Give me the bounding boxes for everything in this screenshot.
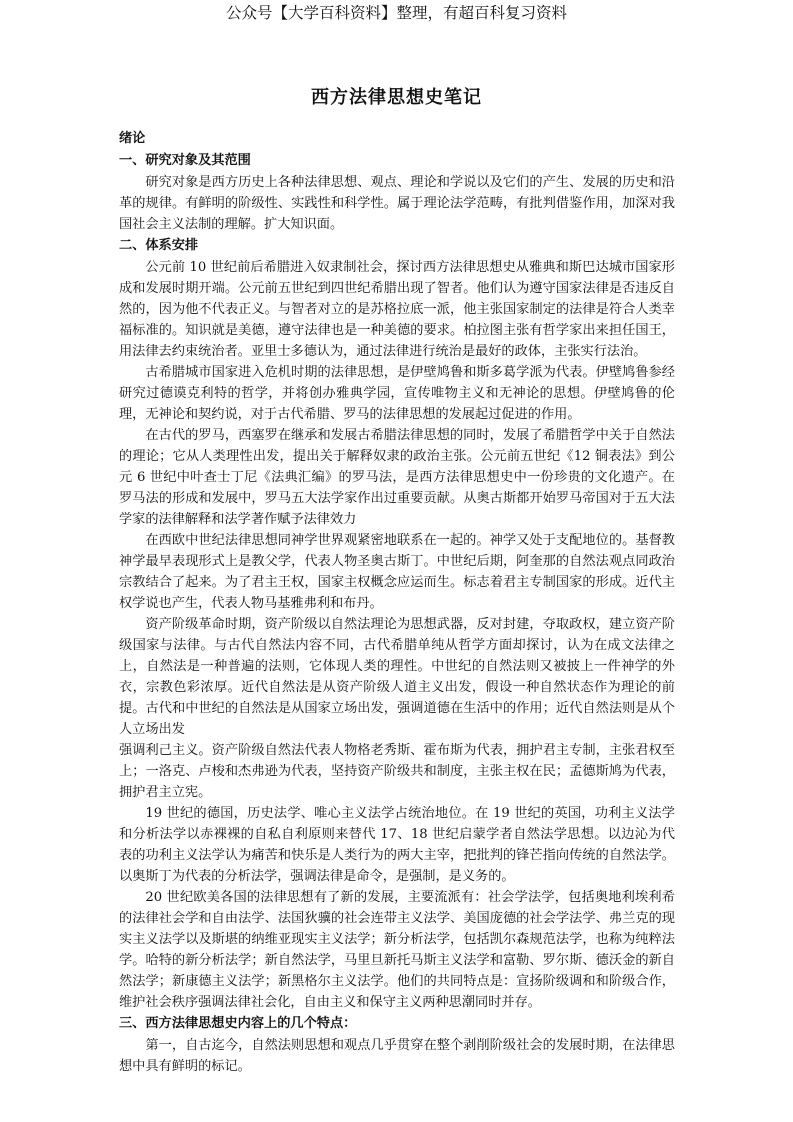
document-body bbox=[119, 128, 675, 1077]
paragraph: 在古代的罗马，西塞罗在继承和发展古希腊法律思想的同时，发展了希腊哲学中关于自然法的理论；它从人类理性出发，提出关于解释奴隶的政治主张。公元前五世纪《12 铜表法》到公元 6 世纪中叶查士丁尼《法典汇编》的罗马法，是西方法律思想史中一份珍贵的文化遗产。在罗马法的形成和发展中，罗马五大法学家作出过重要贡献。从奥古斯都开始罗马帝国对于五大法学家的法律解释和法学著作赋予法律效力 bbox=[119, 428, 675, 527]
paragraph: 在西欧中世纪法律思想同神学世界观紧密地联系在一起的。神学又处于支配地位的。基督教神学最早表现形式上是教父学，代表人物圣奥古斯丁。中世纪后期，阿奎那的自然法观点同政治宗教结合了起来。为了君主王权，国家主权概念应运而生。标志着君主专制国家的形成。近代主权学说也产生，代表人物马基雅弗利和布丹。 bbox=[119, 533, 675, 611]
paragraph: 第一，自古迄今，自然法则思想和观点几乎贯穿在整个剥削阶级社会的发展时期，在法律思想中具有鲜明的标记。 bbox=[119, 1038, 675, 1074]
document-title: 西方法律思想史笔记 bbox=[311, 87, 482, 108]
page-header: 公众号【大学百科资料】整理，有超百科复习资料 bbox=[225, 4, 567, 22]
paragraph: 19 世纪的德国，历史法学、唯心主义法学占统治地位。在 19 世纪的英国，功利主义法学和分析法学以赤裸裸的自私自利原则来替代 17、18 世纪启蒙学者自然法学思想。以边沁为代表的功利主义法学认为痛苦和快乐是人类行为的两大主宰，把批判的锋芒指向传统的自然法学。以奥斯丁为代表的分析法学，强调法律是命令，是强制，是义务的。 bbox=[119, 806, 675, 884]
section-heading: 二、体系安排 bbox=[119, 238, 199, 253]
section-heading: 一、研究对象及其范围 bbox=[119, 153, 251, 168]
paragraph: 资产阶级革命时期，资产阶级以自然法理论为思想武器，反对封建，夺取政权，建立资产阶级国家与法律。与古代自然法内容不同，古代希腊单纯从哲学方面却探讨，认为在成文法律之上，自然法是一种普遍的法则，它体现人类的理性。中世纪的自然法则又被披上一件神学的外衣，宗教色彩浓厚。近代自然法是从资产阶级人道主义出发，假设一种自然状态作为理论的前提。古代和中世纪的自然法是从国家立场出发，强调道德在生活中的作用；近代自然法则是从个人立场出发 bbox=[119, 617, 675, 737]
paragraph: 20 世纪欧美各国的法律思想有了新的发展，主要流派有：社会学法学，包括奥地利埃利希的法律社会学和自由法学、法国狄骥的社会连带主义法学、美国庞德的社会学法学、弗兰克的现实主义法学以及斯堪的纳维亚现实主义法学；新分析法学，包括凯尔森规范法学，也称为纯粹法学。哈特的新分析法学；新自然法学，马里旦新托马斯主义法学和富勒、罗尔斯、德沃金的新自然法学；新康德主义法学；新黑格尔主义法学。他们的共同特点是：宣扬阶级调和和阶级合作，维护社会秩序强调法律社会化，自由主义和保守主义两种思潮同时并存。 bbox=[119, 890, 675, 1010]
paragraph: 研究对象是西方历史上各种法律思想、观点、理论和学说以及它们的产生、发展的历史和沿革的规律。有鲜明的阶级性、实践性和科学性。属于理论法学范畴，有批判借鉴作用，加深对我国社会主义法制的理解。扩大知识面。 bbox=[119, 175, 675, 232]
paragraph: 古希腊城市国家进入危机时期的法律思想，是伊壁鸠鲁和斯多葛学派为代表。伊壁鸠鲁参经研究过德谟克利特的哲学，并将创办雅典学园，宣传唯物主义和无神论的思想。伊壁鸠鲁的伦理，无神论和契约说，对于古代希腊、罗马的法律思想的发展起过促进的作用。 bbox=[119, 365, 675, 422]
section-heading: 三、西方法律思想史内容上的几个特点： bbox=[119, 1016, 357, 1031]
paragraph: 强调利己主义。资产阶级自然法代表人物格老秀斯、霍布斯为代表，拥护君主专制，主张君权至上；一洛克、卢梭和杰弗逊为代表，坚持资产阶级共和制度，主张主权在民；孟德斯鸠为代表，拥护君主立宪。 bbox=[119, 743, 675, 800]
section-heading: 绪论 bbox=[119, 131, 146, 146]
paragraph: 公元前 10 世纪前后希腊进入奴隶制社会，探讨西方法律思想史从雅典和斯巴达城市国家形成和发展时期开端。公元前五世纪到四世纪希腊出现了智者。他们认为遵守国家法律是否违反自然的，因为他不代表正义。与智者对立的是苏格拉底一派，他主张国家制定的法律是符合人类幸福标准的。知识就是美德，遵守法律也是一种美德的要求。柏拉图主张有哲学家出来担任国王，用法律去约束统治者。亚里士多德认为，通过法律进行统治是最好的政体，主张实行法治。 bbox=[119, 260, 675, 359]
